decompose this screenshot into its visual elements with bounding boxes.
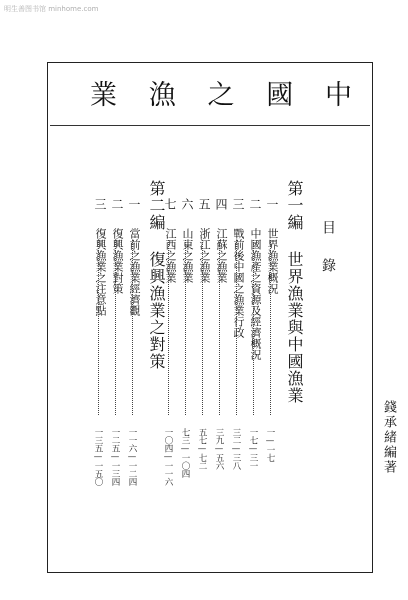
entry-title[interactable]: 戰前後中國之漁業行政	[232, 228, 245, 338]
leader-dots	[185, 240, 186, 415]
title-divider	[50, 125, 370, 126]
entry-number: 五	[197, 198, 211, 210]
entry-title[interactable]: 當前之漁業經濟觀	[128, 228, 141, 316]
title-char: 之	[207, 79, 235, 111]
leader-dots	[270, 240, 271, 415]
title-char: 漁	[148, 79, 176, 111]
entry-pages: 三九—五六	[214, 428, 224, 470]
leader-dots	[219, 240, 220, 415]
part-2-heading: 第二編 復興漁業之對策	[147, 180, 166, 370]
leader-dots	[98, 240, 99, 415]
book-title	[90, 72, 352, 112]
entry-title[interactable]: 浙江之漁業	[198, 228, 211, 283]
entry-title[interactable]: 復興漁業之注意點	[94, 228, 107, 316]
entry-number: 一	[127, 198, 141, 210]
entry-pages: 一一六—一二四	[127, 428, 137, 486]
entry-pages: 三二—三八	[231, 428, 241, 470]
entry-pages: 一二五—一三四	[110, 428, 120, 486]
entry-pages: 五七—七二	[197, 428, 207, 470]
entry-pages: 一七—三一	[248, 428, 258, 470]
author-credit: 錢承緒編著	[381, 400, 396, 475]
watermark-text: 明生善图书馆 minhome.com	[4, 5, 99, 13]
leader-dots	[168, 240, 169, 415]
leader-dots	[115, 240, 116, 415]
part-1-heading: 第一編 世界漁業與中國漁業	[285, 180, 304, 404]
entry-title[interactable]: 世界漁業概況	[266, 228, 279, 294]
entry-title[interactable]: 江西之漁業	[164, 228, 177, 283]
entry-pages: 一三五—一五〇	[93, 428, 103, 486]
title-char: 中	[325, 79, 352, 111]
entry-number: 一	[265, 198, 279, 210]
leader-dots	[202, 240, 203, 415]
entry-pages: 七三—一〇四	[180, 428, 190, 478]
entry-number: 二	[110, 198, 124, 210]
entry-title[interactable]: 中國漁產之資源及經濟概況	[249, 228, 262, 360]
page-frame	[47, 62, 373, 573]
toc-heading: 目錄	[320, 220, 336, 296]
entry-number: 六	[180, 198, 194, 210]
entry-pages: 一〇四—一一六	[163, 428, 173, 486]
entry-title[interactable]: 山東之漁業	[181, 228, 194, 283]
entry-title[interactable]: 復興漁業對策	[111, 228, 124, 294]
entry-number: 四	[214, 198, 228, 210]
entry-number: 三	[93, 198, 107, 210]
entry-title[interactable]: 江蘇之漁業	[215, 228, 228, 283]
title-char: 國	[266, 79, 294, 111]
entry-number: 三	[231, 198, 245, 210]
entry-number: 二	[248, 198, 262, 210]
entry-number: 七	[163, 198, 177, 210]
entry-pages: 一—一七	[265, 428, 275, 462]
leader-dots	[132, 240, 133, 415]
leader-dots	[253, 240, 254, 415]
title-char: 業	[90, 79, 117, 111]
leader-dots	[236, 240, 237, 415]
